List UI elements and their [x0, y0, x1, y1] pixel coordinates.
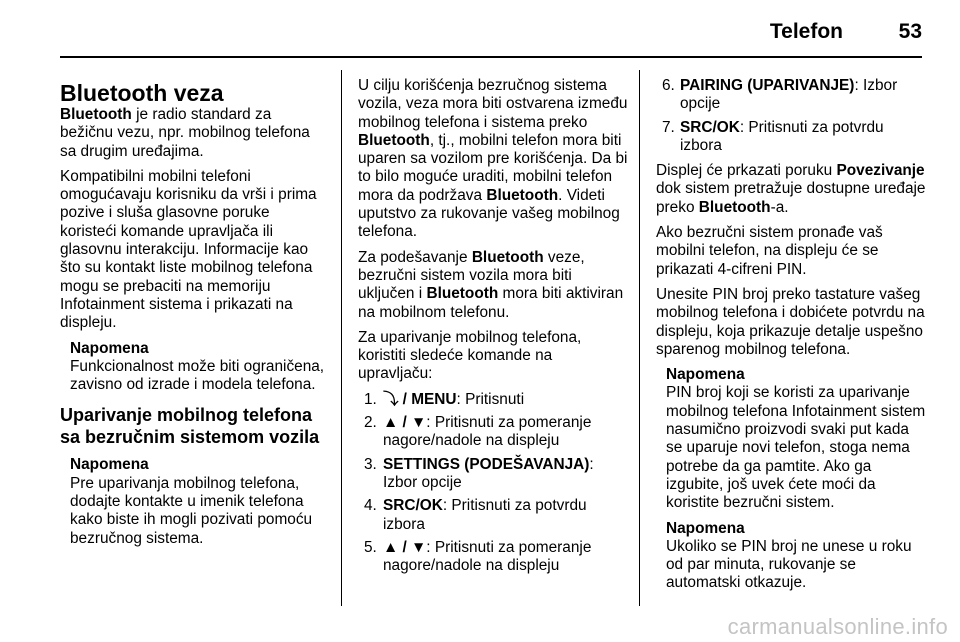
paragraph: Unesite PIN broj preko tastature vašeg mobilnog telefona i dobićete potvrdu na displeju, koja prikazuje detalje uspešno sparenog mobilnog telefona.	[656, 285, 925, 358]
note-heading: Napomena	[70, 456, 149, 474]
note-text: Pre uparivanja mobilnog telefona, dodajte kontakte u imenik telefona kako biste ih mogli pozivati pomoću bezručnog sistema.	[70, 474, 313, 547]
column-3	[656, 77, 926, 600]
note-text: Ukoliko se PIN broj ne unese u roku od par minuta, rukovanje se automatski otkazuje.	[666, 537, 912, 592]
note-text: Funkcionalnost može biti ograničena, zavisno od izrade i modela telefona.	[70, 357, 325, 394]
list-item: 6. PAIRING (UPARIVANJE): Izbor opcije	[662, 77, 898, 113]
note	[656, 366, 926, 512]
list-item: 2. ▲ / ▼: Pritisnuti za pomeranje nagore/nadole na displeju	[364, 414, 592, 450]
note	[656, 520, 926, 593]
note-heading: Napomena	[666, 366, 745, 384]
subsection-title: Uparivanje mobilnog telefona sa bezručnim sistemom vozila	[60, 405, 320, 448]
list-item: 1. ⤵ / MENU: Pritisnuti	[364, 390, 525, 408]
paragraph: Kompatibilni mobilni telefoni omogućavaju korisniku da vrši i prima pozive i sluša glasovne poruke koristeći komande upravljača ili glasovnu interakciju. Informacije kao što su kontakt liste mobilnog telefona mogu se prebaciti na memoriju Infotainment sistema i prikazati na displeju.	[60, 167, 317, 332]
list-item: 4. SRC/OK: Pritisnuti za potvrdu izbora	[364, 497, 587, 533]
column-1	[60, 80, 328, 555]
header-rule	[60, 56, 922, 58]
note-heading: Napomena	[70, 339, 149, 357]
note-heading: Napomena	[666, 519, 745, 537]
header-title: Telefon	[769, 20, 843, 43]
paragraph: Za podešavanje Bluetooth veze, bezručni sistem vozila mora biti uključen i Bluetooth mora biti aktiviran na mobilnom telefonu.	[358, 248, 624, 321]
paragraph: Displej će prkazati poruku Povezivanje dok sistem pretražuje dostupne uređaje preko Bluetooth-a.	[656, 162, 926, 216]
page-number: 53	[898, 20, 922, 43]
column-2	[358, 77, 630, 582]
list-item: 3. SETTINGS (PODEŠAVANJA): Izbor opcije	[364, 455, 594, 491]
paragraph: Bluetooth je radio standard za bežičnu vezu, npr. mobilnog telefona sa drugim uređajima.	[60, 106, 310, 160]
watermark: carmanualsonline.info	[727, 614, 948, 639]
steps-list	[656, 77, 926, 155]
list-item: 5. ▲ / ▼: Pritisnuti za pomeranje nagore/nadole na displeju	[364, 538, 592, 575]
paragraph: Ako bezručni sistem pronađe vaš mobilni telefon, na displeju će se prikazati 4-cifreni PIN.	[656, 224, 883, 278]
column-divider	[639, 70, 640, 606]
note	[60, 456, 328, 547]
section-title: Bluetooth veza	[60, 80, 224, 106]
note	[60, 340, 328, 395]
column-divider	[341, 70, 342, 606]
arrow-up-down-icon: ▲ / ▼	[383, 414, 427, 432]
phone-icon: ⤵ /	[383, 390, 412, 408]
list-item: 7. SRC/OK: Pritisnuti za potvrdu izbora	[662, 118, 884, 154]
paragraph: U cilju korišćenja bezručnog sistema vozila, veza mora biti ostvarena između mobilnog telefona i sistema preko Bluetooth, tj., mobilni telefon mora biti uparen sa vozilom pre korišćenja. Da bi to bilo moguće uraditi, mobilni telefon mora da podržava Bluetooth. Videti uputstvo za rukovanje vašeg mobilnog telefona.	[358, 77, 628, 241]
paragraph: Za uparivanje mobilnog telefona, koristiti sledeće komande na upravljaču:	[358, 328, 582, 383]
steps-list	[358, 391, 630, 576]
arrow-up-down-icon: ▲ / ▼	[383, 538, 427, 556]
note-text: PIN broj koji se koristi za uparivanje mobilnog telefona Infotainment sistem nasumično proizvodi svaki put kada se uparuje novi telefon, stoga nema potrebe da ga pamtite. Ako ga izgubite, još uvek ćete moći da koristite bezručni sistem.	[666, 384, 926, 512]
